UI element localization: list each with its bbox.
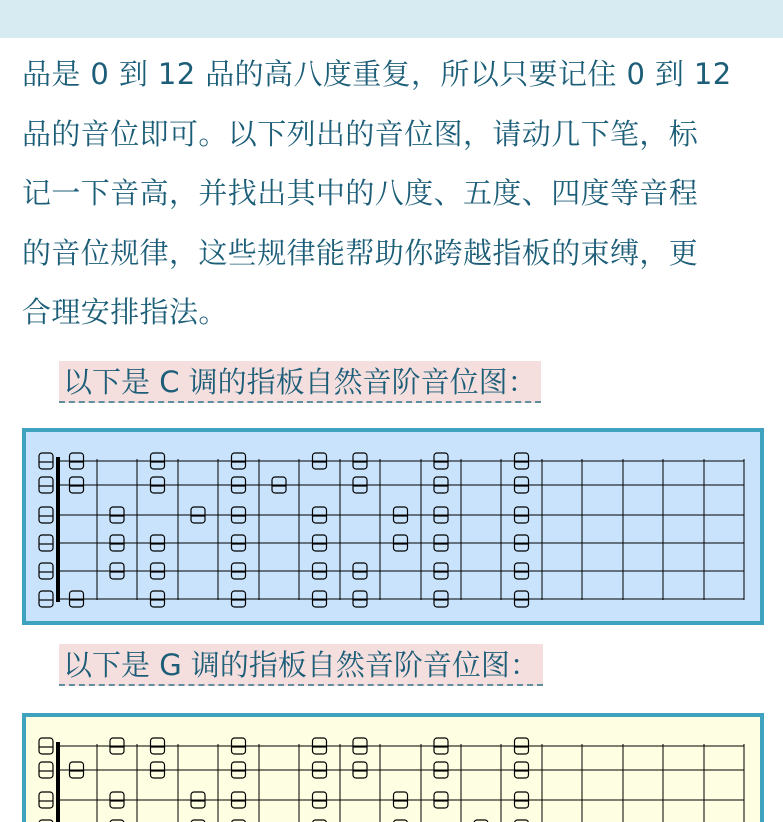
paragraph-line: 的音位规律，这些规律能帮助你跨越指板的束缚，更 <box>22 235 699 270</box>
c-major-note-marker <box>39 535 53 551</box>
top-bar <box>0 0 783 38</box>
c-major-note-marker <box>39 453 53 469</box>
c-major-nut <box>56 457 60 602</box>
paragraph-line: 合理安排指法。 <box>22 295 228 330</box>
c-major-caption: 以下是 C 调的指板自然音阶音位图： <box>59 361 541 403</box>
c-major-note-marker <box>39 477 53 493</box>
g-major-caption: 以下是 G 调的指板自然音阶音位图： <box>59 644 543 686</box>
g-major-note-marker <box>39 792 53 808</box>
c-major-note-marker <box>39 591 53 607</box>
g-major-nut <box>56 742 60 822</box>
g-major-fretboard-panel <box>22 713 764 822</box>
intro-paragraph <box>22 45 774 343</box>
c-major-fretboard-panel <box>22 428 764 625</box>
c-major-fretboard-diagram <box>26 432 760 621</box>
c-major-note-marker <box>39 563 53 579</box>
g-major-note-marker <box>39 738 53 754</box>
g-major-note-marker <box>39 762 53 778</box>
paragraph-line: 品是 0 到 12 品的高八度重复，所以只要记住 0 到 12 <box>22 57 732 91</box>
paragraph-line: 记一下音高，并找出其中的八度、五度、四度等音程 <box>22 176 699 211</box>
g-major-fretboard-diagram <box>26 717 760 822</box>
c-major-note-marker <box>39 507 53 523</box>
paragraph-line: 品的音位即可。以下列出的音位图，请动几下笔，标 <box>22 116 699 151</box>
